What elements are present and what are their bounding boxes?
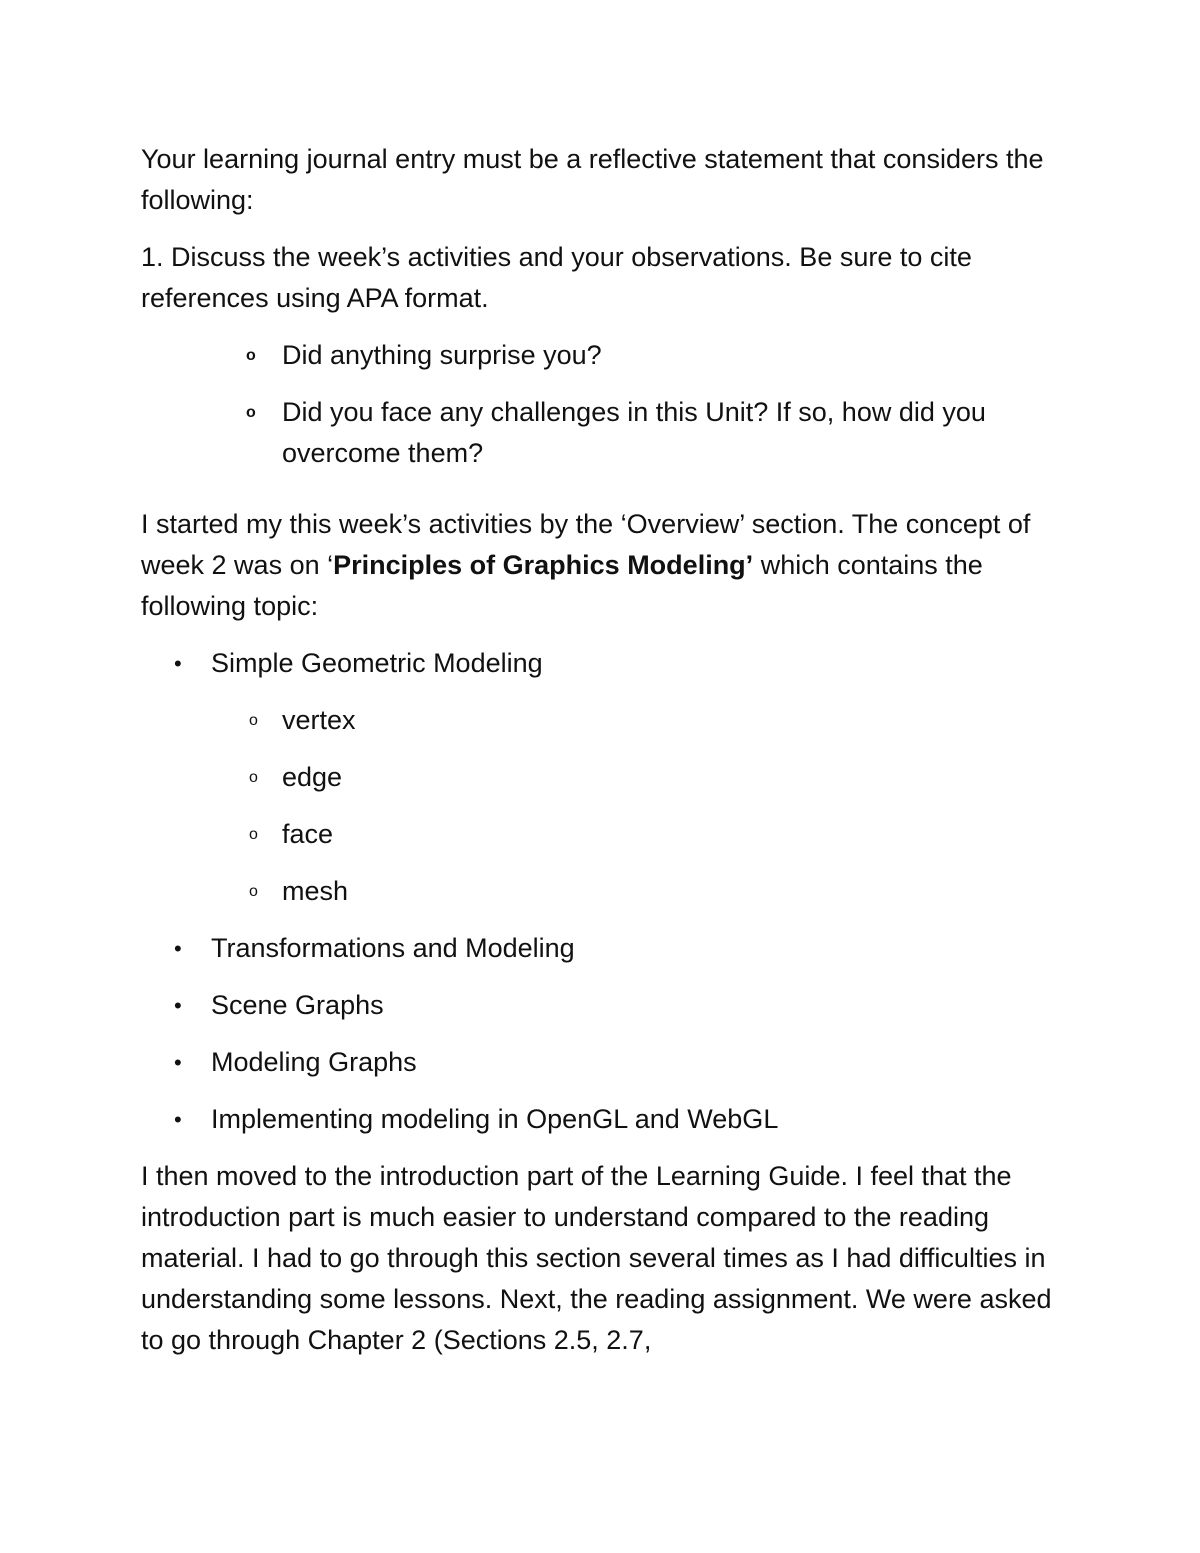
question-item [141, 392, 1061, 474]
circle-bullet-icon: o [249, 769, 258, 786]
intro-paragraph: Your learning journal entry must be a reflective statement that considers the following: [141, 144, 1044, 215]
topic-text: Modeling Graphs [211, 1047, 417, 1077]
subtopic-text: edge [282, 762, 343, 792]
bullet-icon: • [174, 1107, 182, 1132]
question-text: Did you face any challenges in this Unit? If so, how did you overcome them? [282, 397, 986, 468]
topic-item [141, 1042, 1061, 1083]
bullet-icon: • [174, 936, 182, 961]
question-list [141, 335, 1061, 474]
topic-item [141, 643, 1061, 912]
bullet-icon: • [174, 993, 182, 1018]
topic-text: Scene Graphs [211, 990, 384, 1020]
numbered-item-1: 1. Discuss the week’s activities and your observations. Be sure to cite references using APA format. [141, 242, 972, 313]
subtopic-item [211, 814, 1061, 855]
subtopic-text: face [282, 819, 334, 849]
subtopic-item [211, 757, 1061, 798]
learning-guide-paragraph: I then moved to the introduction part of the Learning Guide. I feel that the introduction part is much easier to understand compared to the reading material. I had to go through this section several times as I had difficulties in understanding some lessons. Next, the reading assignment. We were asked to go through Chapter 2 (Sections 2.5, 2.7, [141, 1161, 1052, 1355]
topic-title-bold: Principles of Graphics Modeling’ [333, 550, 754, 580]
subtopic-item [211, 700, 1061, 741]
topic-item [141, 1099, 1061, 1140]
question-item [141, 335, 1061, 376]
circle-bullet-icon: o [249, 826, 258, 843]
document-body [141, 139, 1061, 1377]
topic-text: Simple Geometric Modeling [211, 648, 543, 678]
topic-text: Implementing modeling in OpenGL and WebGL [211, 1104, 779, 1134]
subtopic-list [211, 700, 1061, 912]
subtopic-text: vertex [282, 705, 356, 735]
topic-item [141, 928, 1061, 969]
overview-text-start: I started my this week’s activities by the ‘Overview’ section. The concept of week 2 was on ‘ [141, 509, 1031, 580]
overview-text-end: which contains the following topic: [141, 550, 983, 621]
circle-bullet-icon: o [249, 712, 258, 729]
circle-bullet-icon: o [249, 883, 258, 900]
circle-bullet-icon: o [246, 347, 256, 364]
subtopic-item [211, 871, 1061, 912]
question-text: Did anything surprise you? [282, 340, 602, 370]
topic-list [141, 643, 1061, 1140]
overview-paragraph [141, 504, 1061, 627]
circle-bullet-icon: o [246, 404, 256, 421]
bullet-icon: • [174, 651, 182, 676]
topic-text: Transformations and Modeling [211, 933, 575, 963]
subtopic-text: mesh [282, 876, 349, 906]
bullet-icon: • [174, 1050, 182, 1075]
topic-item [141, 985, 1061, 1026]
